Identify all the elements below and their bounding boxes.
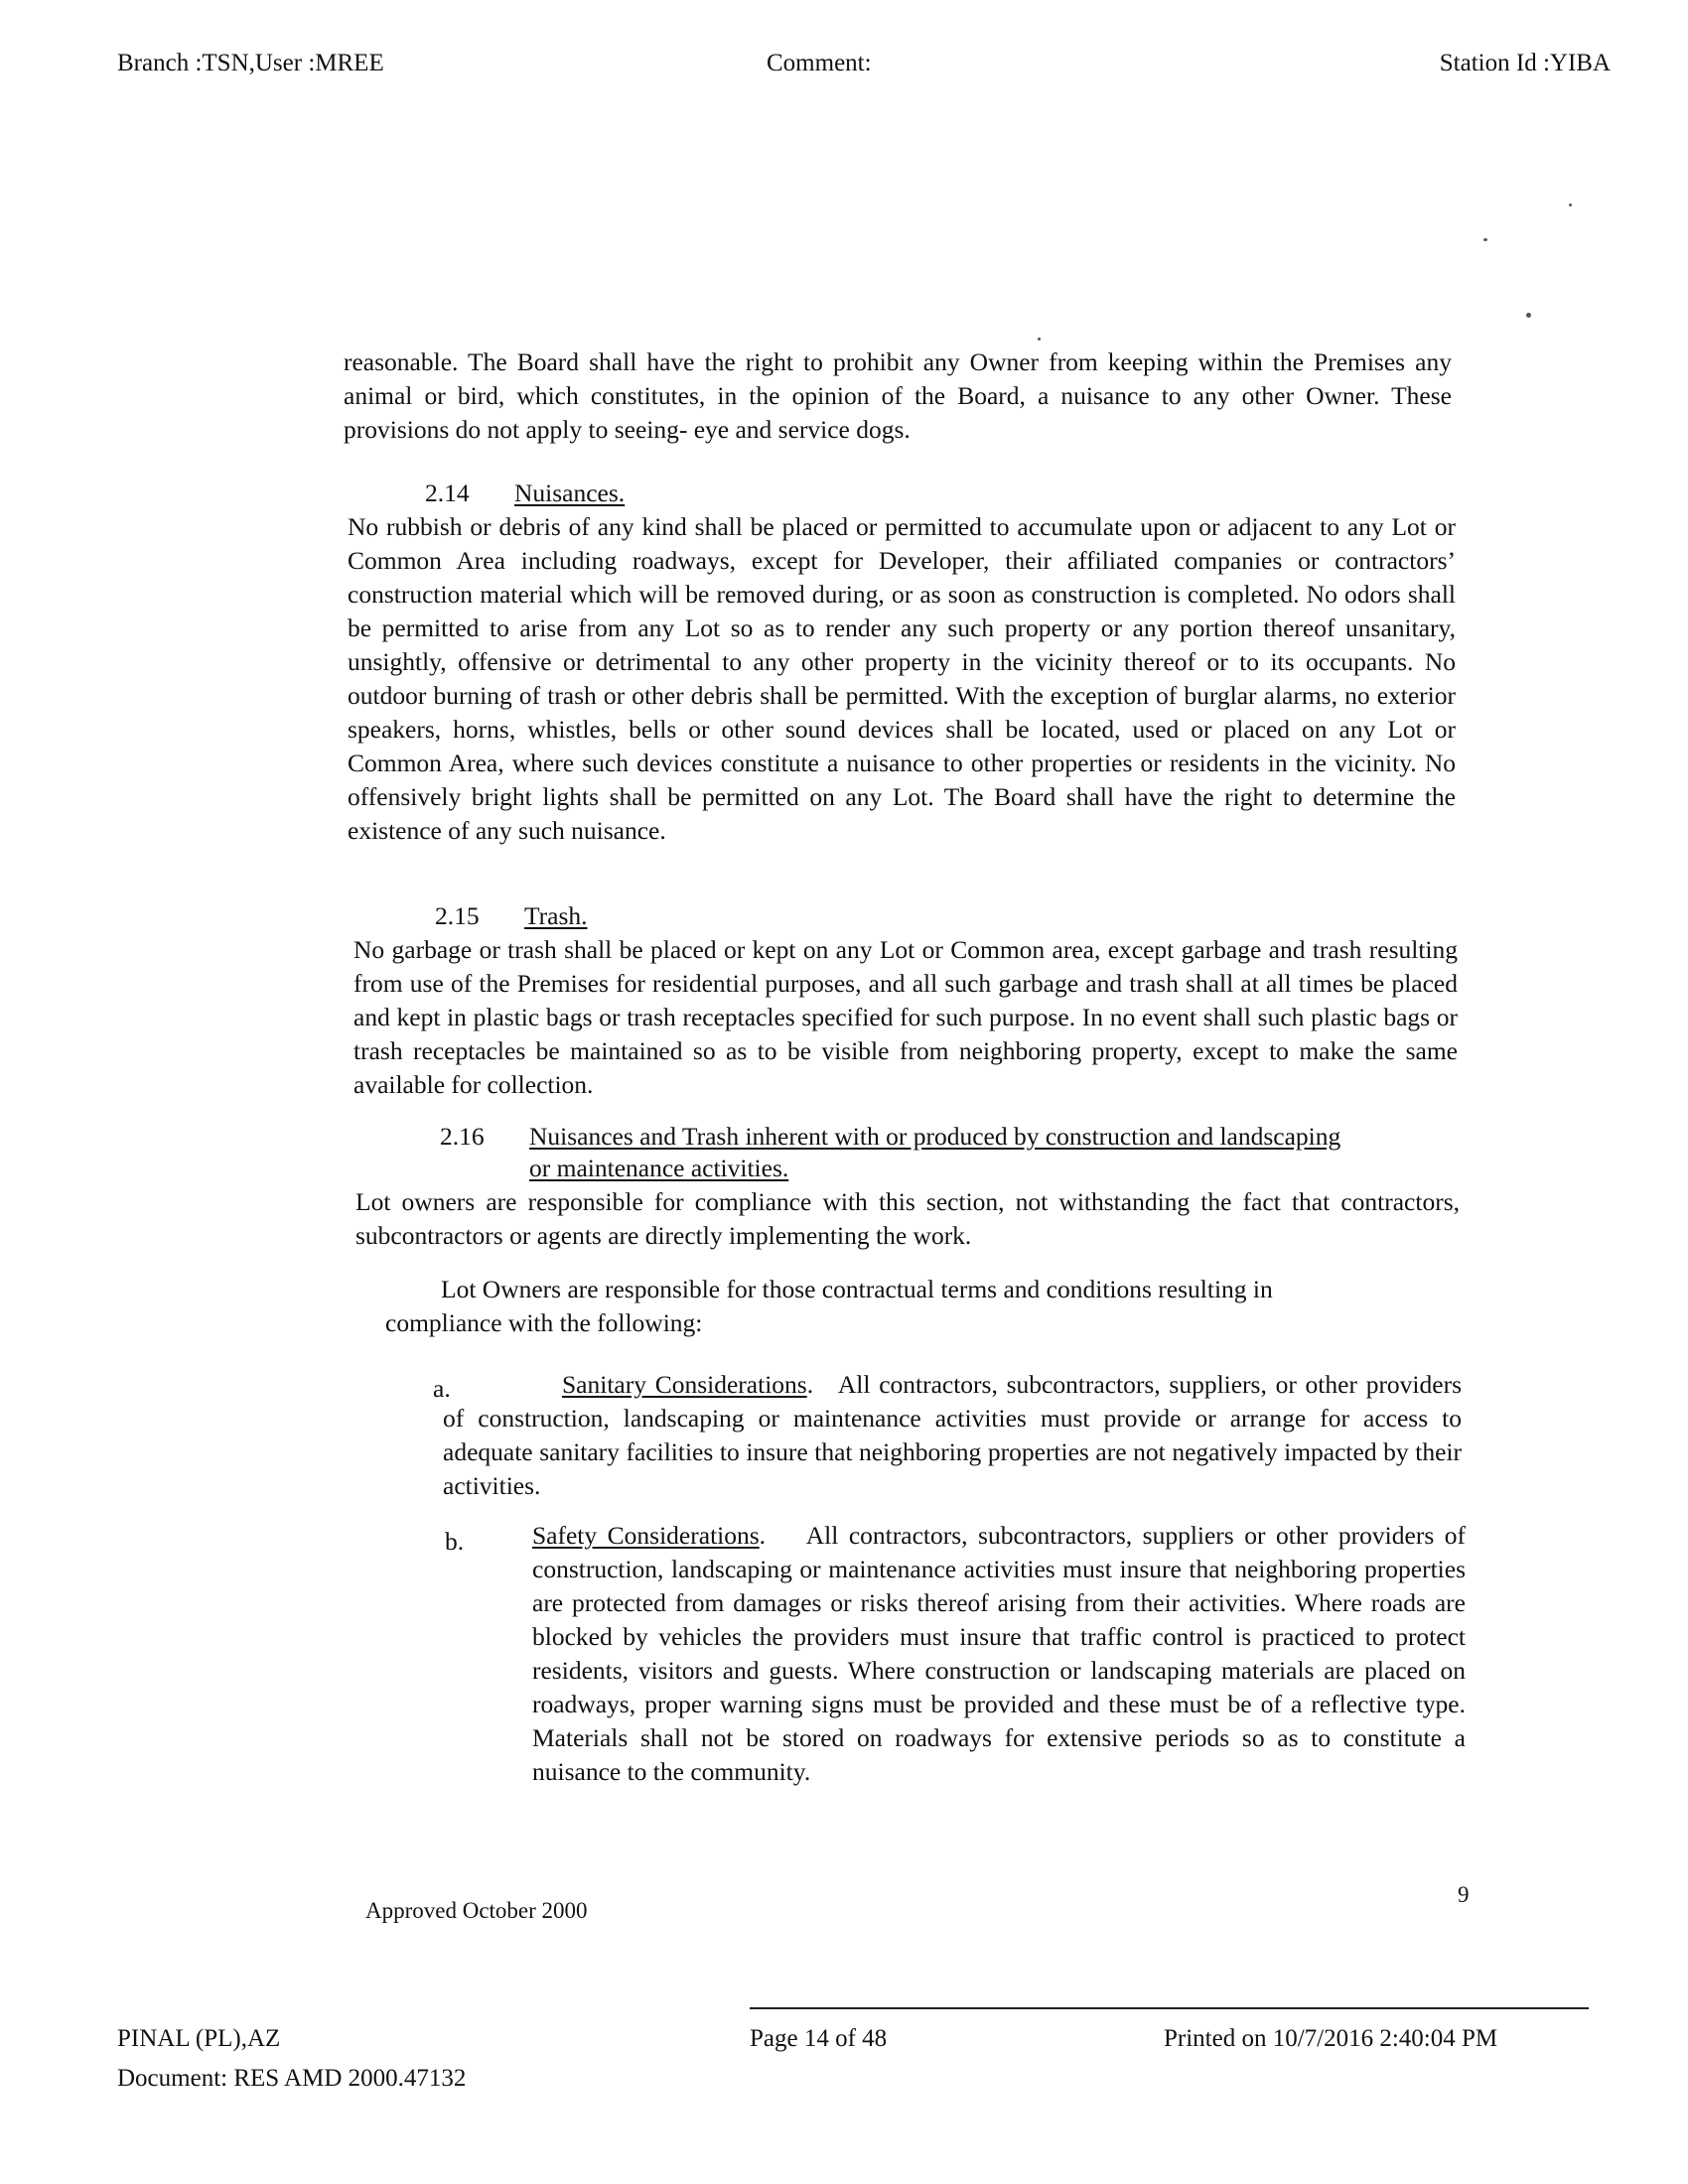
header-branch-user: Branch :TSN,User :MREE: [117, 50, 384, 76]
section-title-line-2: or maintenance activities.: [529, 1154, 789, 1182]
section-title-line-1: Nuisances and Trash inherent with or produced by construction and landscaping: [529, 1122, 1341, 1151]
item-a-marker: a.: [433, 1374, 451, 1403]
footer-divider: [750, 2007, 1589, 2009]
scan-speck: [1569, 204, 1572, 206]
section-2-16-lead-in: Lot Owners are responsible for those contractual terms and conditions resulting in compliance with the following:: [385, 1275, 1273, 1337]
item-b-title: Safety Considerations: [532, 1521, 760, 1550]
section-number: 2.14: [425, 478, 470, 507]
scan-speck: [1526, 313, 1531, 318]
footer-printed-on: Printed on 10/7/2016 2:40:04 PM: [1164, 2025, 1498, 2052]
item-b-text: Safety Considerations. All contractors, subcontractors, suppliers or other providers of construction, landscaping or maintenance activities must insure that neighboring properties are protected from damages or risks thereof arising from their activities. Where roads are blocked by vehicles the providers must insure that traffic control is practiced to protect residents, visitors and guests. Where construction or landscaping materials are placed on roadways, proper warning signs must be provided and these must be of a reflective type. Materials shall not be stored on roadways for extensive periods so as to constitute a nuisance to the community.: [532, 1521, 1467, 1786]
scan-speck: [1038, 338, 1041, 341]
footer-page-of: Page 14 of 48: [750, 2025, 888, 2052]
footer-document: Document: RES AMD 2000.47132: [117, 2065, 467, 2092]
item-a-text: Sanitary Considerations. All contractors, subcontractors, suppliers, or other providers of construction, landscaping or maintenance activities must provide or arrange for access to adequate sanitary facilities to insure that neighboring properties are not negatively impacted by their activities.: [443, 1370, 1462, 1500]
approved-date: Approved October 2000: [365, 1898, 588, 1923]
item-b-body: All contractors, subcontractors, suppliers or other providers of construction, landscaping or maintenance activities must insure that neighboring properties are protected from damages or risks thereof arising from their activities. Where roads are blocked by vehicles the providers must insure that traffic control is practiced to protect residents, visitors and guests. Where construction or landscaping materials are placed on roadways, proper warning signs must be provided and these must be of a reflective type. Materials shall not be stored on roadways for extensive periods so as to constitute a nuisance to the community.: [532, 1521, 1467, 1786]
section-2-16-heading: [440, 1122, 1463, 1152]
intro-paragraph: reasonable. The Board shall have the right to prohibit any Owner from keeping within the Premises any animal or bird, which constitutes, in the opinion of the Board, a nuisance to any other Owner. These provisions do not apply to seeing- eye and service dogs.: [344, 347, 1452, 444]
section-2-15-heading: [435, 901, 588, 931]
item-a-title: Sanitary Considerations: [562, 1370, 807, 1399]
footer-county: PINAL (PL),AZ: [117, 2025, 281, 2052]
section-number: 2.16: [440, 1122, 485, 1151]
section-2-16-text: Lot owners are responsible for compliance with this section, not withstanding the fact that contractors, subcontractors or agents are directly implementing the work.: [355, 1187, 1460, 1250]
item-a-body: All contractors, subcontractors, suppliers, or other providers of construction, landscaping or maintenance activities must provide or arrange for access to adequate sanitary facilities to insure that neighboring properties are not negatively impacted by their activities.: [443, 1370, 1462, 1500]
section-title: Nuisances.: [514, 478, 626, 507]
section-2-14-heading: [425, 478, 625, 508]
page-number: 9: [1458, 1882, 1470, 1907]
header-station-id: Station Id :YIBA: [1439, 50, 1611, 76]
section-2-14-text: No rubbish or debris of any kind shall be placed or permitted to accumulate upon or adjacent to any Lot or Common Area including roadways, except for Developer, their affiliated companies or contractors’ construction material which will be removed during, or as soon as construction is completed. No odors shall be permitted to arise from any Lot so as to render any such property or any portion thereof unsanitary, unsightly, offensive or detrimental to any other property in the vicinity thereof or to its occupants. No outdoor burning of trash or other debris shall be permitted. With the exception of burglar alarms, no exterior speakers, horns, whistles, bells or other sound devices shall be located, used or placed on any Lot or Common Area, where such devices constitute a nuisance to other properties or residents in the vicinity. No offensively bright lights shall be permitted on any Lot. The Board shall have the right to determine the existence of any such nuisance.: [348, 512, 1456, 845]
section-title: Trash.: [524, 901, 588, 930]
item-b-marker: b.: [445, 1527, 465, 1556]
section-number: 2.15: [435, 901, 480, 930]
header-comment: Comment:: [767, 50, 872, 76]
section-2-15-text: No garbage or trash shall be placed or kept on any Lot or Common area, except garbage and trash resulting from use of the Premises for residential purposes, and all such garbage and trash shall at all times be placed and kept in plastic bags or trash receptacles specified for such purpose. In no event shall such plastic bags or trash receptacles be maintained so as to be visible from neighboring property, except to make the same available for collection.: [353, 935, 1458, 1099]
scan-speck: [1483, 238, 1487, 241]
